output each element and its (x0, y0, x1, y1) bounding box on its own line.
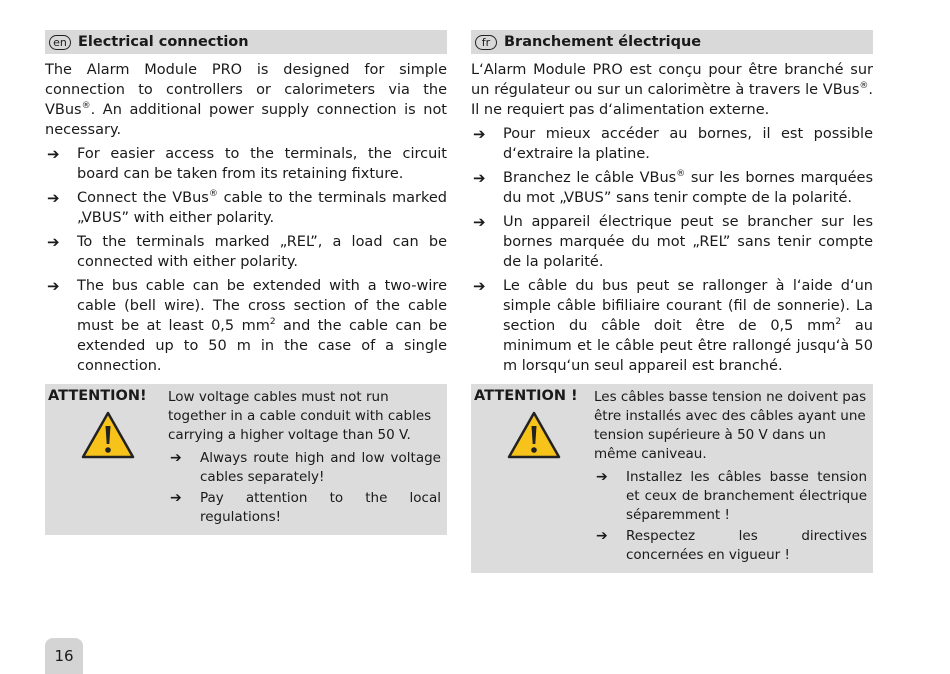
english-column (45, 30, 447, 535)
page-number: 16 (45, 638, 83, 674)
list-item: ➔ Un appareil électrique peut se brancher sur les bornes marquée du mot „REL” sans tenir compte de la polarité. (473, 213, 873, 270)
list-item: ➔ For easier access to the terminals, the circuit board can be taken from its retaining fixture. (47, 145, 447, 182)
warning-triangle-icon (506, 410, 562, 460)
instruction-list-en (45, 144, 447, 376)
attention-text-en: Low voltage cables must not run together in a cable conduit with cables carrying a higher voltage than 50 V. (168, 389, 432, 443)
list-item: ➔ Connect the VBus® cable to the terminals marked „VBUS” with either polarity. (47, 189, 447, 226)
arrow-icon: ➔ (47, 277, 60, 295)
language-badge-en: en (49, 35, 71, 50)
list-item: ➔ Branchez le câble VBus® sur les bornes marquées du mot „VBUS” sans tenir compte de la polarité. (473, 169, 873, 206)
intro-paragraph-fr: L‘Alarm Module PRO est conçu pour être branché sur un régulateur ou sur un calorimètre à travers le VBus®. Il ne requiert pas d‘alimentation externe. (471, 62, 873, 118)
arrow-icon: ➔ (47, 233, 60, 251)
section-title-fr: Branchement électrique (504, 34, 702, 50)
attention-label-fr: ATTENTION ! (474, 388, 578, 404)
attention-text-fr: Les câbles basse tension ne doivent pas être installés avec des câbles ayant une tension supérieure à 50 V dans un même caniveau. (594, 389, 867, 462)
list-item: ➔ Always route high and low voltage cables separately! (170, 450, 441, 485)
arrow-icon: ➔ (170, 490, 182, 506)
list-item: ➔ Pay attention to the local regulations! (170, 490, 441, 525)
attention-list-fr (594, 468, 867, 565)
arrow-icon: ➔ (596, 469, 608, 485)
list-item: ➔ Installez les câbles basse tension et ceux de branchement électrique séparemment ! (596, 469, 867, 523)
attention-box-en (45, 384, 447, 535)
section-title-en: Electrical connection (78, 34, 249, 50)
attention-list-en (168, 449, 441, 527)
section-header-en (45, 30, 447, 54)
list-item: ➔ Respectez les directives concernées en vigueur ! (596, 528, 867, 563)
arrow-icon: ➔ (473, 169, 486, 187)
arrow-icon: ➔ (473, 125, 486, 143)
arrow-icon: ➔ (47, 189, 60, 207)
warning-triangle-icon (80, 410, 136, 460)
list-item: ➔ To the terminals marked „REL”, a load can be connected with either polarity. (47, 233, 447, 270)
section-header-fr (471, 30, 873, 54)
arrow-icon: ➔ (170, 450, 182, 466)
attention-label-en: ATTENTION! (48, 388, 147, 404)
list-item: ➔ The bus cable can be extended with a two-wire cable (bell wire). The cross section of the cable must be at least 0,5 $mm^2$ and the cable can be extended up to 50 m in the case of a single connection. (47, 277, 448, 374)
arrow-icon: ➔ (596, 528, 608, 544)
arrow-icon: ➔ (47, 145, 60, 163)
language-badge-fr: fr (475, 35, 497, 50)
list-item: ➔ Pour mieux accéder au bornes, il est possible d‘extraire la platine. (473, 125, 873, 162)
french-column (471, 30, 873, 573)
list-item: ➔ Le câble du bus peut se rallonger à l‘aide d‘un simple câble bifiliaire courant (fil de sonnerie). La section du câble doit être de 0,5 $mm^2$ au minimum et le câble peut être rallongé jusqu‘à 50 m lorsqu‘un seul appareil est branché. (473, 277, 874, 374)
instruction-list-fr (471, 124, 873, 376)
intro-paragraph-en: The Alarm Module PRO is designed for simple connection to controllers or calorimeters via the VBus®. An additional power supply connection is not necessary. (45, 62, 447, 138)
arrow-icon: ➔ (473, 277, 486, 295)
arrow-icon: ➔ (473, 213, 486, 231)
attention-box-fr (471, 384, 873, 573)
